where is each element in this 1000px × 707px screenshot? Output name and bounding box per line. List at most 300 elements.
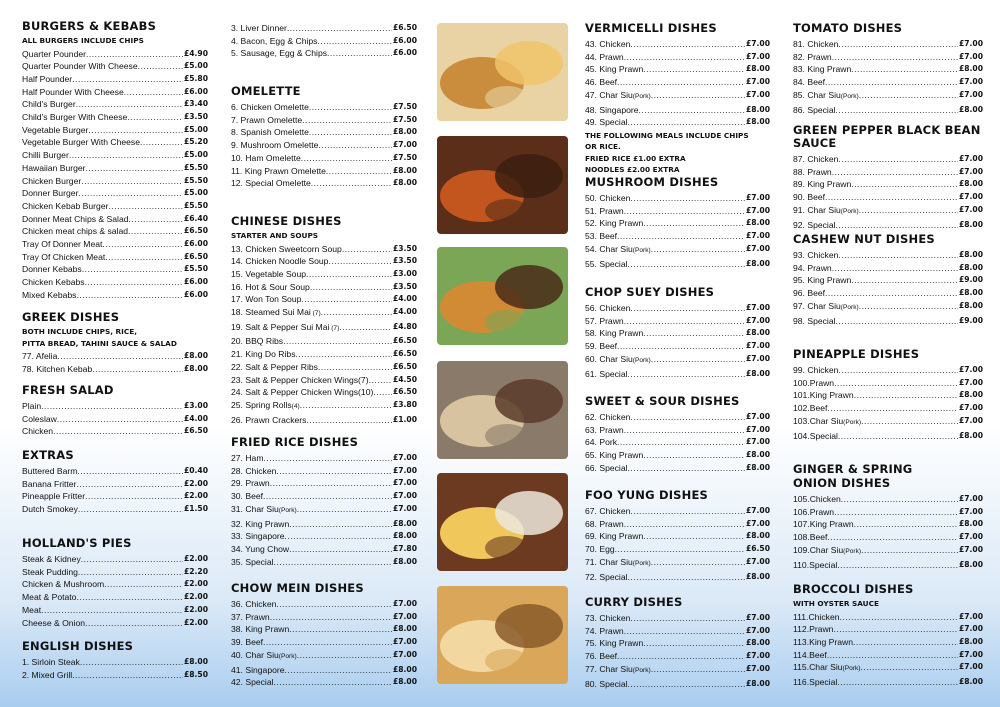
menu-item: [22, 251, 208, 264]
item-price: £8.00: [958, 250, 983, 259]
menu-item: [231, 664, 417, 677]
dot-leader: [628, 116, 745, 129]
dot-leader: [129, 213, 183, 226]
item-name: [793, 204, 859, 219]
menu-item: [585, 678, 770, 691]
item-name-text: 56. Chicken: [585, 303, 631, 313]
item-price: £8.00: [745, 258, 770, 268]
item-name-text: Tray Of Donner Meat: [22, 239, 103, 250]
section-title: MUSHROOM DISHES: [585, 175, 719, 189]
item-name-text: 111.Chicken: [793, 611, 840, 622]
section-title: CURRY DISHES: [585, 595, 683, 609]
item-name-text: 13. Chicken Sweetcorn Soup: [231, 243, 342, 254]
item-name: [793, 178, 851, 191]
item-name: [585, 340, 617, 353]
item-name-text: Dutch Smokey: [22, 504, 78, 515]
menu-item: [231, 243, 417, 256]
item-name: [231, 22, 287, 35]
section-note: NOODLES £2.00 EXTRA: [585, 165, 680, 175]
item-name-text: 57. Prawn: [585, 315, 624, 326]
item-name: [793, 262, 832, 275]
dot-leader: [57, 350, 183, 363]
item-name-text: Child's Burger: [22, 99, 76, 110]
item-name-text: 115.Char Siu: [793, 662, 843, 673]
item-name: [231, 268, 306, 281]
menu-item: [22, 656, 208, 669]
section-title: CHINESE DISHES: [231, 214, 342, 228]
dot-leader: [838, 430, 958, 443]
item-name: [22, 363, 92, 376]
item-price: £8.00: [392, 127, 417, 137]
dot-leader: [838, 249, 958, 262]
menu-item: [231, 623, 417, 636]
kebab-photo: [437, 361, 568, 459]
item-name: [231, 598, 276, 611]
item-name: [231, 255, 328, 268]
dot-leader: [69, 149, 183, 162]
dot-leader: [837, 676, 958, 689]
dot-leader: [41, 604, 183, 617]
menu-item: [585, 104, 770, 117]
item-name-text: Mixed Kebabs: [22, 289, 77, 300]
item-price: £2.00: [183, 554, 208, 563]
item-price: £7.00: [745, 506, 770, 515]
item-price: £6.00: [183, 289, 208, 299]
section-title: GREEN PEPPER BLACK BEAN SAUCE: [793, 123, 981, 150]
item-name-text: 29. Prawn: [231, 478, 270, 489]
menu-item: [585, 327, 770, 340]
dot-leader: [832, 166, 958, 179]
item-price: £6.00: [183, 86, 208, 96]
item-price: £8.00: [958, 390, 983, 400]
item-name-text: 64. Pork: [585, 437, 618, 448]
item-name-text: 77. Char Siu: [585, 663, 633, 674]
item-name: [231, 348, 296, 361]
item-price: £7.00: [745, 341, 770, 351]
dot-leader: [643, 327, 745, 340]
item-name-text: Chilli Burger: [22, 150, 69, 161]
menu-section: [585, 176, 770, 270]
item-name: [585, 518, 624, 531]
menu-item: [793, 430, 983, 443]
item-name-text: 39. Beef: [231, 637, 264, 648]
dot-leader: [327, 47, 392, 60]
menu-item: [231, 490, 417, 503]
dot-leader: [76, 98, 183, 111]
fish-and-chips-photo: [437, 23, 568, 121]
menu-item: [231, 649, 417, 664]
item-price: £4.00: [183, 413, 208, 423]
dot-leader: [78, 503, 183, 516]
item-price: £7.00: [392, 637, 417, 647]
dot-leader: [80, 656, 183, 669]
section-title-line-2: ONION DISHES: [793, 476, 891, 490]
item-price: £7.00: [745, 613, 770, 622]
item-name-text: 89. King Prawn: [793, 179, 852, 190]
dot-leader: [836, 315, 958, 328]
item-name: [793, 389, 854, 402]
menu-item: [793, 274, 983, 287]
item-name: [231, 623, 289, 636]
dot-leader: [651, 89, 745, 104]
item-name: [585, 637, 643, 650]
item-name-text: 112.Prawn: [793, 624, 834, 635]
item-name: [793, 63, 851, 76]
dot-leader: [289, 518, 392, 531]
menu-item: [231, 22, 417, 35]
item-name-text: 102.Beef: [793, 403, 828, 414]
section-title: CHOP SUEY DISHES: [585, 285, 715, 299]
menu-item: [231, 399, 417, 414]
menu-item: [22, 490, 208, 503]
item-name: [22, 187, 78, 200]
menu-item: [793, 676, 983, 689]
dot-leader: [301, 152, 392, 165]
item-name-text: Chicken & Mushroom: [22, 579, 105, 590]
item-name: [22, 289, 76, 302]
item-price: £6.00: [183, 239, 208, 249]
item-name: [22, 465, 77, 478]
item-name: [231, 530, 285, 543]
item-price: £7.00: [958, 532, 983, 542]
item-name: [793, 649, 827, 662]
dot-leader: [836, 219, 958, 232]
menu-item: [585, 217, 770, 230]
menu-section: [231, 85, 417, 190]
dot-leader: [630, 612, 745, 625]
section-title: FRESH SALAD: [22, 383, 114, 397]
item-name: [22, 276, 85, 289]
item-name: [793, 506, 834, 519]
item-price: £8.00: [183, 657, 208, 666]
menu-item: [22, 617, 208, 630]
dot-leader: [86, 48, 183, 61]
item-name-text: 47. Char Siu: [585, 89, 633, 100]
item-name-text: 46. Beef: [585, 77, 618, 88]
item-name: [793, 364, 838, 377]
item-price: £4.00: [392, 307, 417, 317]
item-price: £8.00: [958, 104, 983, 114]
item-price: £7.00: [745, 303, 770, 312]
item-name-text: 91. Char Siu: [793, 204, 841, 215]
menu-item: [793, 611, 983, 624]
menu-item: [793, 191, 983, 204]
item-name-text: 90. Beef: [793, 192, 826, 203]
item-name-text: 63. Prawn: [585, 424, 624, 435]
menu-item: [231, 556, 417, 569]
menu-section: [22, 20, 208, 302]
item-name-text: 2. Mixed Grill: [22, 669, 73, 680]
item-price: £7.00: [745, 424, 770, 434]
dot-leader: [296, 348, 392, 361]
item-name-text: 59. Beef: [585, 341, 618, 352]
item-name-text: 60. Char Siu: [585, 353, 633, 364]
dot-leader: [851, 178, 958, 191]
menu-item: [793, 63, 983, 76]
item-price: £8.00: [745, 450, 770, 460]
menu-item: [22, 413, 208, 426]
item-name: [22, 400, 41, 413]
menu-item: [793, 204, 983, 219]
item-name-text: 75. King Prawn: [585, 638, 644, 649]
menu-item: [793, 649, 983, 662]
item-name-text: Chicken Kebabs: [22, 277, 85, 288]
item-name-suffix: (Pork): [278, 506, 297, 514]
item-price: £7.00: [745, 39, 770, 48]
item-price: £7.00: [745, 89, 770, 99]
dot-leader: [78, 187, 183, 200]
item-name-suffix: (Pork): [632, 559, 651, 567]
dot-leader: [841, 493, 958, 506]
item-price: £7.00: [745, 412, 770, 421]
menu-item: [22, 566, 208, 579]
item-name: [231, 676, 274, 689]
item-name-text: 76. Beef: [585, 651, 618, 662]
item-price: £3.00: [183, 401, 208, 410]
dot-leader: [81, 175, 183, 188]
beef-stew-photo: [437, 136, 568, 234]
item-name: [585, 230, 617, 243]
item-name: [231, 503, 297, 518]
item-name-text: 81. Chicken: [793, 39, 839, 49]
item-price: £6.50: [392, 361, 417, 371]
item-name-text: 71. Char Siu: [585, 556, 633, 567]
item-price: £7.00: [745, 437, 770, 447]
menu-section: [22, 449, 208, 516]
menu-item: [231, 598, 417, 611]
dot-leader: [263, 490, 392, 503]
item-name: [585, 116, 628, 129]
item-name: [22, 48, 86, 61]
item-name-text: 7. Prawn Omelette: [231, 114, 303, 125]
menu-item: [231, 465, 417, 478]
menu-item: [22, 289, 208, 302]
menu-item: [793, 364, 983, 377]
item-name-text: 87. Chicken: [793, 154, 839, 164]
item-price: £8.00: [392, 531, 417, 541]
item-name: [22, 656, 80, 669]
item-name: [793, 559, 837, 572]
dot-leader: [859, 89, 958, 104]
item-name: [585, 368, 628, 381]
item-price: £6.50: [392, 387, 417, 397]
menu-item: [22, 478, 208, 491]
dot-leader: [309, 101, 392, 114]
menu-item: [793, 661, 983, 676]
menu-item: [793, 389, 983, 402]
item-name: [22, 263, 82, 276]
dot-leader: [624, 424, 745, 437]
item-name-text: 58. King Prawn: [585, 328, 644, 339]
item-price: £8.00: [745, 218, 770, 228]
item-name-text: Banana Fritter: [22, 478, 77, 489]
item-name-text: 5. Sausage, Egg & Chips: [231, 48, 328, 59]
item-price: £7.00: [958, 624, 983, 634]
menu-item: [231, 281, 417, 294]
dot-leader: [263, 636, 392, 649]
item-name: [22, 162, 86, 175]
item-name: [231, 101, 309, 114]
item-name-text: 21. King Do Ribs: [231, 349, 296, 360]
item-price: £7.00: [392, 611, 417, 621]
item-price: £3.80: [392, 399, 417, 409]
item-name-text: Meat & Potato: [22, 592, 77, 603]
item-price: £5.00: [183, 124, 208, 134]
item-price: £3.50: [392, 281, 417, 291]
dot-leader: [617, 650, 745, 663]
item-name-text: 48. Singapore: [585, 104, 639, 115]
item-name: [793, 219, 836, 232]
item-price: £3.50: [183, 112, 208, 122]
item-name: [22, 124, 88, 137]
menu-item: [585, 192, 770, 205]
section-title: BROCCOLI DISHES: [793, 582, 914, 596]
item-price: £5.50: [183, 175, 208, 185]
dot-leader: [76, 289, 183, 302]
dot-leader: [628, 258, 745, 271]
menu-item: [231, 530, 417, 543]
menu-item: [231, 255, 417, 268]
item-price: £2.00: [183, 491, 208, 501]
item-price: £1.00: [392, 414, 417, 424]
menu-section: [231, 215, 417, 426]
menu-item: [22, 400, 208, 413]
section-title: VERMICELLI DISHES: [585, 21, 717, 35]
item-name-text: 114.Beef: [793, 649, 827, 660]
dot-leader: [643, 530, 745, 543]
menu-item: [22, 350, 208, 363]
menu-item: [22, 604, 208, 617]
menu-section: [231, 22, 417, 60]
item-name-text: 107.King Prawn: [793, 519, 854, 530]
item-name-text: 77. Afelia: [22, 351, 58, 361]
dot-leader: [310, 281, 392, 294]
dot-leader: [840, 611, 958, 624]
item-name-text: 15. Vegetable Soup: [231, 268, 307, 279]
item-price: £7.00: [958, 192, 983, 202]
menu-item: [22, 200, 208, 213]
item-name-suffix: (Pork): [840, 303, 859, 311]
item-name-text: 100.Prawn: [793, 377, 835, 388]
item-price: £8.00: [745, 104, 770, 114]
item-name-text: 32. King Prawn: [231, 518, 290, 529]
item-name-text: 27. Ham: [231, 453, 264, 463]
dot-leader: [838, 153, 958, 166]
item-price: £7.00: [745, 353, 770, 363]
item-price: £5.00: [183, 150, 208, 160]
item-price: £8.00: [958, 179, 983, 189]
item-name: [22, 86, 124, 99]
item-name: [585, 449, 643, 462]
dot-leader: [318, 139, 392, 152]
item-price: £6.50: [392, 349, 417, 359]
dot-leader: [108, 200, 183, 213]
dot-leader: [297, 503, 392, 518]
item-name: [22, 617, 85, 630]
dot-leader: [851, 274, 958, 287]
menu-item: [22, 591, 208, 604]
item-name: [22, 111, 127, 124]
menu-item: [585, 205, 770, 218]
section-title: SWEET & SOUR DISHES: [585, 394, 740, 408]
item-price: £7.00: [958, 166, 983, 176]
menu-item: [231, 335, 417, 348]
section-note: ALL BURGERS INCLUDE CHIPS: [22, 36, 144, 45]
dot-leader: [287, 22, 392, 35]
item-name: [585, 302, 630, 315]
item-price: £8.00: [745, 571, 770, 581]
item-name-text: 51. Prawn: [585, 205, 624, 216]
dot-leader: [836, 104, 958, 117]
item-name: [793, 676, 837, 689]
section-title: HOLLAND'S PIES: [22, 536, 132, 550]
menu-item: [231, 165, 417, 178]
menu-item: [585, 243, 770, 258]
item-price: £6.40: [183, 213, 208, 223]
dot-leader: [326, 165, 392, 178]
section-title: CHOW MEIN DISHES: [231, 581, 364, 595]
spring-rolls-photo: [437, 586, 568, 684]
item-price: £5.00: [183, 188, 208, 198]
item-name-text: 34. Yung Chow: [231, 543, 290, 554]
item-name-text: 37. Prawn: [231, 611, 270, 622]
menu-item: [585, 530, 770, 543]
menu-item: [585, 637, 770, 650]
dot-leader: [832, 51, 958, 64]
item-price: £6.00: [392, 35, 417, 45]
item-name-text: Chicken: [22, 426, 54, 437]
menu-item: [793, 166, 983, 179]
dot-leader: [285, 530, 392, 543]
menu-section: [793, 124, 983, 231]
item-price: £7.00: [745, 625, 770, 635]
item-name: [22, 553, 81, 566]
menu-item: [793, 178, 983, 191]
item-price: £8.00: [392, 556, 417, 566]
menu-item: [231, 386, 417, 399]
menu-item: [585, 612, 770, 625]
section-note: STARTER AND SOUPS: [231, 231, 319, 240]
item-name-text: 6. Chicken Omelette: [231, 102, 309, 112]
menu-item: [231, 139, 417, 152]
item-name: [793, 89, 859, 104]
dot-leader: [317, 35, 392, 48]
menu-item: [585, 116, 770, 129]
item-name-text: Donner Burger: [22, 188, 79, 199]
dot-leader: [306, 414, 392, 427]
menu-item: [231, 152, 417, 165]
item-name-text: 1. Sirloin Steak: [22, 657, 80, 667]
menu-section: [793, 463, 983, 571]
menu-item: [22, 669, 208, 682]
item-name-text: Coleslaw: [22, 413, 57, 424]
item-price: £7.00: [958, 662, 983, 672]
item-price: £3.40: [183, 99, 208, 109]
menu-item: [22, 465, 208, 478]
item-name: [231, 543, 289, 556]
dot-leader: [624, 315, 745, 328]
dot-leader: [617, 230, 745, 243]
item-price: £7.00: [745, 651, 770, 661]
item-name-text: 45. King Prawn: [585, 64, 644, 75]
item-name-suffix: (Pork): [278, 652, 297, 660]
menu-item: [231, 268, 417, 281]
menu-section: [585, 286, 770, 380]
menu-item: [22, 425, 208, 438]
item-price: £4.50: [392, 374, 417, 384]
item-name: [22, 225, 128, 238]
item-name: [793, 544, 861, 559]
